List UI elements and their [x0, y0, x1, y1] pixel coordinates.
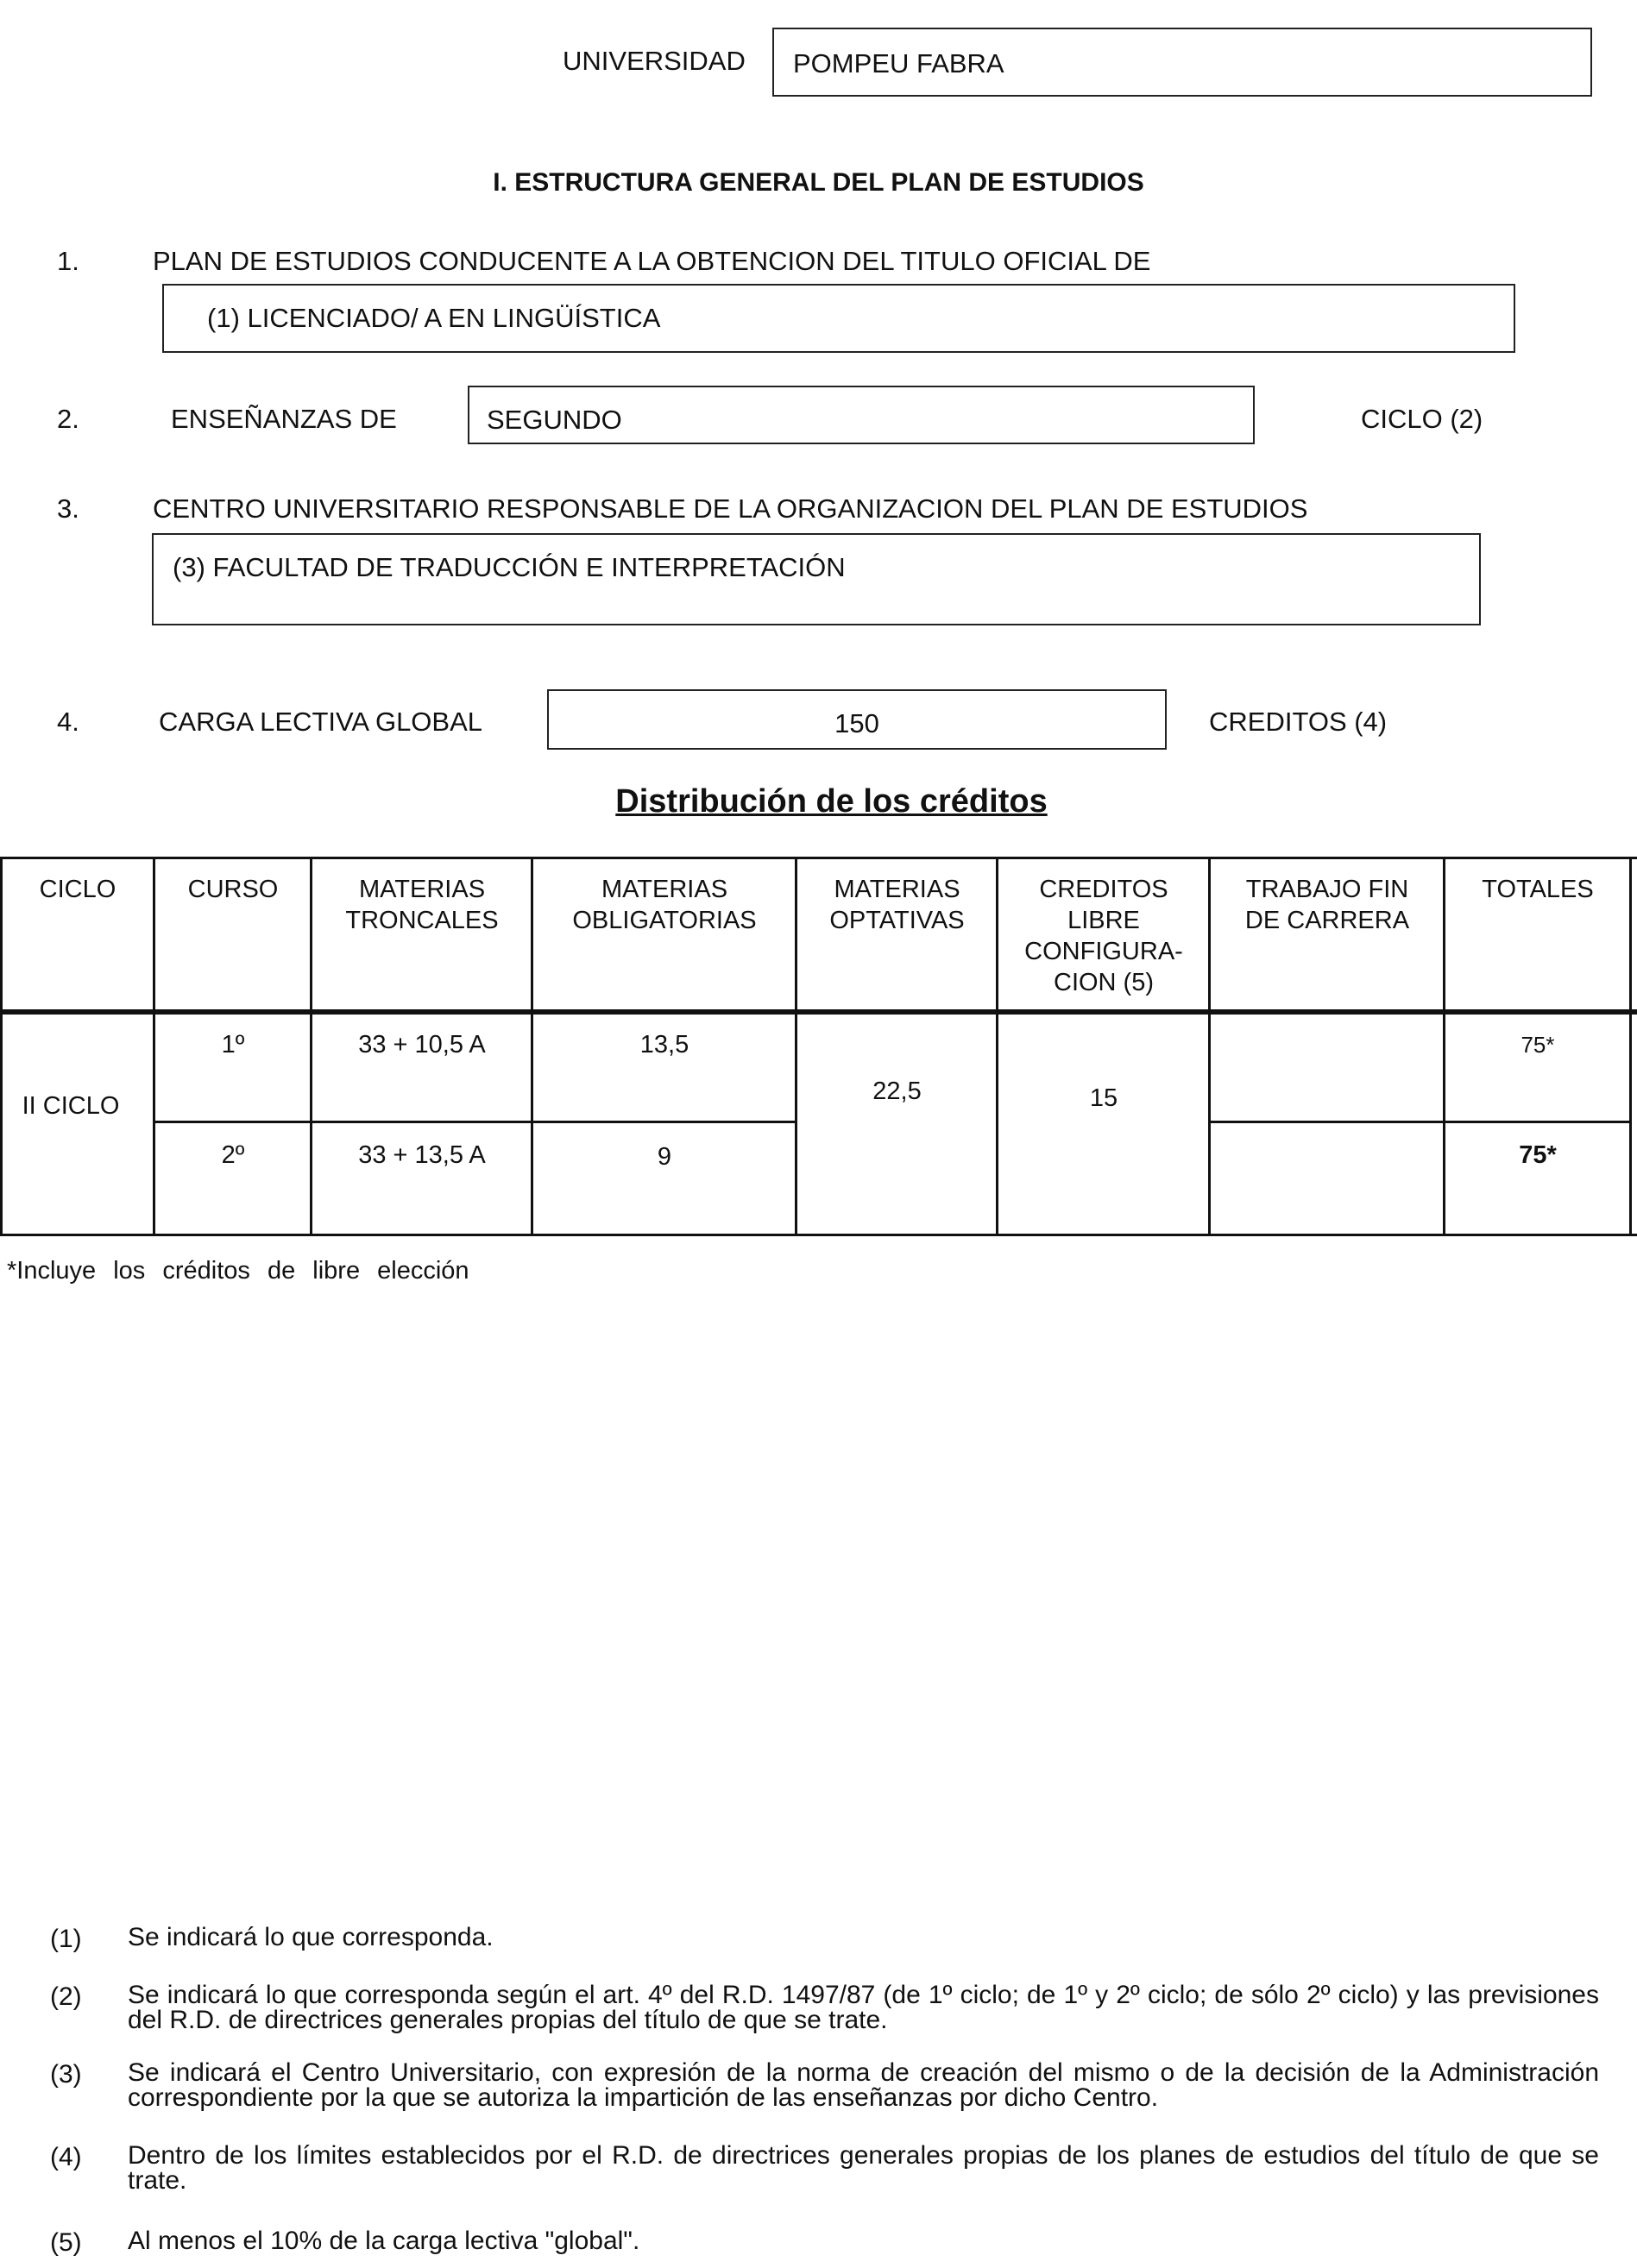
item3-label: CENTRO UNIVERSITARIO RESPONSABLE DE LA ORGANIZACION DEL PLAN DE ESTUDIOS — [153, 493, 1308, 524]
col-line-0 — [0, 857, 3, 1236]
section-title: I. ESTRUCTURA GENERAL DEL PLAN DE ESTUDIOS — [493, 168, 1144, 197]
row-separator-right — [1208, 1121, 1631, 1123]
th-ciclo: CICLO — [39, 876, 116, 903]
footnote-text: Se indicará el Centro Universitario, con expresión de la norma de creación del mismo o de la decisión de la Administración correspondiente por la que se autoriza la impartición de las enseñanzas por dicho Centro. — [128, 2058, 1599, 2112]
table-note: *Incluye los créditos de libre elección — [7, 1257, 469, 1285]
footnote-text: Se indicará lo que corresponda. — [128, 1923, 494, 1951]
table-header-rule — [0, 1009, 1637, 1015]
item4-label: CARGA LECTIVA GLOBAL — [159, 707, 483, 737]
th-trabajo-line2: DE CARRERA — [1244, 907, 1410, 934]
th-troncales — [312, 874, 532, 936]
universidad-label: UNIVERSIDAD — [563, 46, 746, 76]
th-troncales-line2: TRONCALES — [345, 907, 499, 934]
table-bottom-rule — [0, 1234, 1637, 1236]
td-totales: 75* — [1519, 1141, 1557, 1169]
carga-box — [547, 689, 1167, 750]
item1-label: PLAN DE ESTUDIOS CONDUCENTE A LA OBTENCION DEL TITULO OFICIAL DE — [153, 246, 1151, 276]
footnote-number: (4) — [50, 2143, 82, 2171]
ensenanzas-box — [468, 386, 1255, 444]
row-separator-left — [154, 1121, 796, 1123]
item4-number: 4. — [57, 707, 79, 737]
universidad-box — [772, 28, 1592, 97]
footnote-text: Al menos el 10% de la carga lectiva "global". — [128, 2227, 640, 2255]
td-optativas: 22,5 — [872, 1077, 922, 1105]
th-optativas-line2: OPTATIVAS — [829, 907, 965, 934]
footnote-number: (1) — [50, 1925, 82, 1953]
th-trabajo-line1: TRABAJO FIN — [1245, 876, 1409, 903]
th-libre-line2: LIBRE — [1067, 907, 1140, 934]
th-libre-line4: CION (5) — [1054, 969, 1154, 996]
carga-value: 150 — [834, 708, 879, 738]
item4-suffix: CREDITOS (4) — [1209, 707, 1388, 737]
item1-number: 1. — [57, 246, 79, 276]
th-trabajo — [1211, 874, 1444, 936]
item3-number: 3. — [57, 493, 79, 524]
td-curso: 2º — [221, 1141, 245, 1169]
th-obligatorias-line1: MATERIAS — [601, 876, 728, 903]
ensenanzas-value: SEGUNDO — [487, 405, 622, 435]
centro-value: (3) FACULTAD DE TRADUCCIÓN E INTERPRETACIÓN — [173, 552, 846, 582]
th-libre-line3: CONFIGURA- — [1024, 938, 1183, 965]
th-libre — [998, 874, 1209, 998]
footnote-number: (2) — [50, 1982, 82, 2011]
item2-suffix: CICLO (2) — [1361, 404, 1483, 434]
centro-box — [152, 533, 1481, 625]
td-totales: 75* — [1521, 1032, 1555, 1058]
th-optativas — [797, 874, 997, 936]
th-optativas-line1: MATERIAS — [834, 876, 960, 903]
th-obligatorias-line2: OBLIGATORIAS — [572, 907, 757, 934]
table-top-rule — [0, 857, 1637, 859]
distribution-heading — [0, 783, 1637, 820]
footnote-text: Se indicará lo que corresponda según el art. 4º del R.D. 1497/87 (de 1º ciclo; de 1º y 2º ciclo; de sólo 2º ciclo) y las previsiones del R.D. de directrices generales propias del título de que se trate. — [128, 1981, 1599, 2034]
th-libre-line1: CREDITOS — [1039, 876, 1168, 903]
td-libre: 15 — [1089, 1084, 1118, 1112]
distribution-title: Distribución de los créditos — [615, 783, 1048, 820]
td-troncales: 33 + 10,5 A — [358, 1031, 486, 1059]
th-troncales-line1: MATERIAS — [358, 876, 486, 903]
footnote-number: (3) — [50, 2060, 82, 2089]
th-obligatorias — [533, 874, 796, 936]
credits-table — [0, 857, 1637, 1236]
footnote-text: Dentro de los límites establecidos por el R.D. de directrices generales propias de los planes de estudios del título de que se trate. — [128, 2141, 1599, 2195]
titulo-box — [162, 284, 1515, 353]
td-curso: 1º — [221, 1031, 245, 1059]
item2-label: ENSEÑANZAS DE — [171, 404, 397, 434]
td-obligatorias: 9 — [657, 1143, 672, 1171]
th-curso: CURSO — [187, 876, 279, 903]
th-totales: TOTALES — [1482, 876, 1594, 903]
titulo-value: (1) LICENCIADO/ A EN LINGÜÍSTICA — [207, 303, 661, 333]
td-ciclo: II CICLO — [22, 1092, 120, 1120]
td-troncales: 33 + 13,5 A — [358, 1141, 486, 1169]
universidad-value: POMPEU FABRA — [793, 48, 1004, 79]
item2-number: 2. — [57, 404, 79, 434]
td-obligatorias: 13,5 — [639, 1031, 689, 1059]
footnote-number: (5) — [50, 2228, 82, 2257]
